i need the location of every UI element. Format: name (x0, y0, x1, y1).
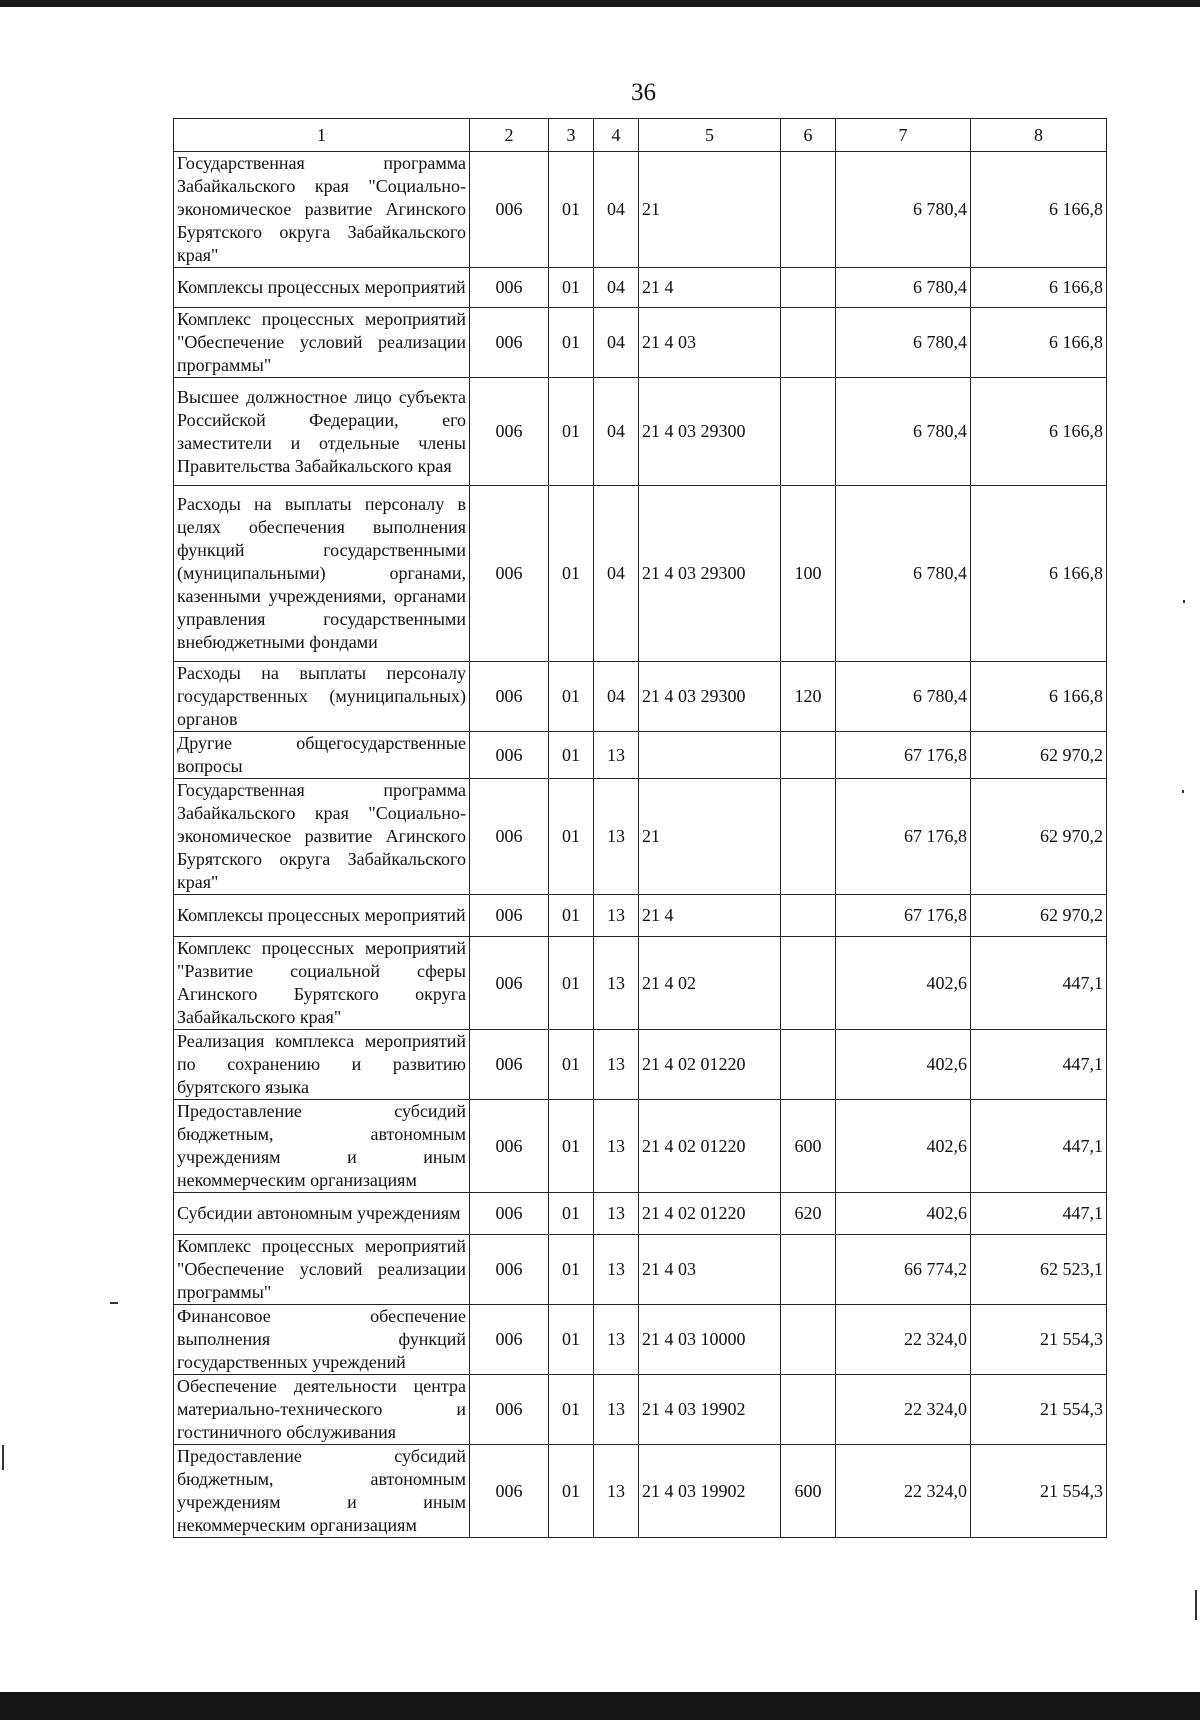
cell-col-5: 21 4 03 19902 (639, 1375, 781, 1445)
cell-col-6 (781, 895, 836, 937)
cell-col-7: 6 780,4 (836, 308, 971, 378)
cell-col-7: 402,6 (836, 1193, 971, 1235)
cell-col-7: 67 176,8 (836, 895, 971, 937)
column-header: 7 (836, 119, 971, 152)
cell-col-7: 6 780,4 (836, 662, 971, 732)
cell-col-2: 006 (470, 486, 549, 662)
cell-col-8: 62 970,2 (971, 732, 1107, 779)
cell-col-8: 62 970,2 (971, 779, 1107, 895)
cell-col-6 (781, 779, 836, 895)
cell-col-4: 13 (594, 1445, 639, 1538)
scan-speck (110, 1302, 118, 1304)
cell-col-7: 6 780,4 (836, 268, 971, 308)
cell-col-8: 6 166,8 (971, 662, 1107, 732)
cell-col-8: 6 166,8 (971, 486, 1107, 662)
row-name-cell: Субсидии автономным учреждениям (174, 1193, 470, 1235)
cell-col-8: 62 970,2 (971, 895, 1107, 937)
cell-col-5: 21 4 03 29300 (639, 486, 781, 662)
cell-col-2: 006 (470, 937, 549, 1030)
cell-col-8: 6 166,8 (971, 268, 1107, 308)
cell-col-3: 01 (549, 937, 594, 1030)
page-number: 36 (631, 79, 656, 106)
cell-col-3: 01 (549, 1030, 594, 1100)
table-row (174, 662, 1107, 732)
column-header: 6 (781, 119, 836, 152)
cell-col-3: 01 (549, 895, 594, 937)
table-row (174, 486, 1107, 662)
cell-col-8: 6 166,8 (971, 378, 1107, 486)
row-name-cell: Расходы на выплаты персоналу государственных (муниципальных) органов (174, 662, 470, 732)
cell-col-5: 21 (639, 779, 781, 895)
cell-col-5: 21 4 03 29300 (639, 662, 781, 732)
cell-col-8: 447,1 (971, 937, 1107, 1030)
cell-col-3: 01 (549, 1305, 594, 1375)
cell-col-4: 04 (594, 268, 639, 308)
row-name-cell: Комплексы процессных мероприятий (174, 268, 470, 308)
cell-col-3: 01 (549, 1445, 594, 1538)
cell-col-4: 04 (594, 662, 639, 732)
cell-col-7: 22 324,0 (836, 1445, 971, 1538)
cell-col-6: 600 (781, 1445, 836, 1538)
cell-col-4: 13 (594, 1030, 639, 1100)
scan-speck (1195, 1590, 1197, 1620)
row-name-cell: Государственная программа Забайкальского края "Социально-экономическое развитие Агинского Бурятского округа Забайкальского края" (174, 779, 470, 895)
cell-col-8: 447,1 (971, 1030, 1107, 1100)
cell-col-2: 006 (470, 1030, 549, 1100)
bottom-scan-border (0, 1692, 1200, 1720)
cell-col-5: 21 4 (639, 895, 781, 937)
cell-col-6 (781, 308, 836, 378)
cell-col-5: 21 4 02 01220 (639, 1030, 781, 1100)
cell-col-4: 04 (594, 308, 639, 378)
cell-col-7: 67 176,8 (836, 779, 971, 895)
cell-col-4: 04 (594, 378, 639, 486)
cell-col-8: 447,1 (971, 1100, 1107, 1193)
cell-col-3: 01 (549, 1375, 594, 1445)
row-name-cell: Государственная программа Забайкальского края "Социально-экономическое развитие Агинского Бурятского округа Забайкальского края" (174, 152, 470, 268)
cell-col-4: 04 (594, 152, 639, 268)
cell-col-6 (781, 378, 836, 486)
cell-col-6: 600 (781, 1100, 836, 1193)
column-header: 1 (174, 119, 470, 152)
table-row (174, 1030, 1107, 1100)
cell-col-2: 006 (470, 268, 549, 308)
cell-col-2: 006 (470, 732, 549, 779)
cell-col-4: 13 (594, 937, 639, 1030)
cell-col-7: 402,6 (836, 1030, 971, 1100)
table-row (174, 779, 1107, 895)
cell-col-6 (781, 1030, 836, 1100)
column-header: 2 (470, 119, 549, 152)
cell-col-6 (781, 1235, 836, 1305)
cell-col-6: 100 (781, 486, 836, 662)
scan-speck (1182, 790, 1184, 793)
cell-col-7: 66 774,2 (836, 1235, 971, 1305)
cell-col-3: 01 (549, 378, 594, 486)
cell-col-8: 62 523,1 (971, 1235, 1107, 1305)
cell-col-5: 21 4 03 29300 (639, 378, 781, 486)
table-row (174, 937, 1107, 1030)
row-name-cell: Комплекс процессных мероприятий "Обеспечение условий реализации программы" (174, 308, 470, 378)
cell-col-3: 01 (549, 662, 594, 732)
cell-col-8: 21 554,3 (971, 1445, 1107, 1538)
table-row (174, 1445, 1107, 1538)
row-name-cell: Комплекс процессных мероприятий "Развитие социальной сферы Агинского Бурятского округа Забайкальского края" (174, 937, 470, 1030)
cell-col-6: 620 (781, 1193, 836, 1235)
cell-col-6 (781, 732, 836, 779)
cell-col-2: 006 (470, 895, 549, 937)
table-row (174, 308, 1107, 378)
cell-col-2: 006 (470, 1375, 549, 1445)
cell-col-5 (639, 732, 781, 779)
cell-col-8: 21 554,3 (971, 1305, 1107, 1375)
row-name-cell: Финансовое обеспечение выполнения функций государственных учреждений (174, 1305, 470, 1375)
cell-col-2: 006 (470, 1305, 549, 1375)
cell-col-7: 6 780,4 (836, 486, 971, 662)
cell-col-3: 01 (549, 1235, 594, 1305)
cell-col-3: 01 (549, 779, 594, 895)
budget-table (173, 118, 1107, 1538)
column-header: 5 (639, 119, 781, 152)
cell-col-4: 04 (594, 486, 639, 662)
cell-col-5: 21 4 03 (639, 1235, 781, 1305)
cell-col-7: 6 780,4 (836, 378, 971, 486)
cell-col-6 (781, 937, 836, 1030)
cell-col-6 (781, 152, 836, 268)
table-row (174, 152, 1107, 268)
cell-col-7: 402,6 (836, 1100, 971, 1193)
cell-col-5: 21 4 03 19902 (639, 1445, 781, 1538)
cell-col-7: 402,6 (836, 937, 971, 1030)
column-header: 4 (594, 119, 639, 152)
cell-col-3: 01 (549, 1100, 594, 1193)
table-row (174, 1235, 1107, 1305)
cell-col-3: 01 (549, 268, 594, 308)
cell-col-8: 6 166,8 (971, 308, 1107, 378)
cell-col-4: 13 (594, 895, 639, 937)
cell-col-3: 01 (549, 152, 594, 268)
cell-col-7: 6 780,4 (836, 152, 971, 268)
cell-col-2: 006 (470, 378, 549, 486)
scan-speck (1183, 600, 1185, 603)
scan-speck (2, 1445, 4, 1470)
cell-col-5: 21 4 02 01220 (639, 1193, 781, 1235)
table-row (174, 1375, 1107, 1445)
cell-col-3: 01 (549, 732, 594, 779)
cell-col-5: 21 4 02 (639, 937, 781, 1030)
table-row (174, 895, 1107, 937)
cell-col-6 (781, 1305, 836, 1375)
table-row (174, 1305, 1107, 1375)
cell-col-4: 13 (594, 1375, 639, 1445)
cell-col-2: 006 (470, 1445, 549, 1538)
table-row (174, 268, 1107, 308)
cell-col-6 (781, 268, 836, 308)
cell-col-2: 006 (470, 1100, 549, 1193)
cell-col-4: 13 (594, 732, 639, 779)
cell-col-2: 006 (470, 779, 549, 895)
cell-col-2: 006 (470, 152, 549, 268)
column-header: 3 (549, 119, 594, 152)
table-row (174, 732, 1107, 779)
cell-col-3: 01 (549, 486, 594, 662)
table-row (174, 1193, 1107, 1235)
top-scan-border (0, 0, 1200, 7)
row-name-cell: Другие общегосударственные вопросы (174, 732, 470, 779)
cell-col-5: 21 4 (639, 268, 781, 308)
cell-col-7: 22 324,0 (836, 1375, 971, 1445)
cell-col-5: 21 4 03 10000 (639, 1305, 781, 1375)
row-name-cell: Высшее должностное лицо субъекта Российской Федерации, его заместители и отдельные члены Правительства Забайкальского края (174, 378, 470, 486)
row-name-cell: Предоставление субсидий бюджетным, автономным учреждениям и иным некоммерческим организациям (174, 1445, 470, 1538)
cell-col-5: 21 4 03 (639, 308, 781, 378)
cell-col-4: 13 (594, 1235, 639, 1305)
cell-col-5: 21 (639, 152, 781, 268)
cell-col-6: 120 (781, 662, 836, 732)
row-name-cell: Расходы на выплаты персоналу в целях обеспечения выполнения функций государственными (муниципальными) органами, казенными учреждениями, органами управления государственными внебюджетными фондами (174, 486, 470, 662)
cell-col-8: 21 554,3 (971, 1375, 1107, 1445)
cell-col-7: 22 324,0 (836, 1305, 971, 1375)
row-name-cell: Обеспечение деятельности центра материально-технического и гостиничного обслуживания (174, 1375, 470, 1445)
cell-col-8: 6 166,8 (971, 152, 1107, 268)
row-name-cell: Предоставление субсидий бюджетным, автономным учреждениям и иным некоммерческим организациям (174, 1100, 470, 1193)
cell-col-4: 13 (594, 1100, 639, 1193)
cell-col-2: 006 (470, 308, 549, 378)
cell-col-7: 67 176,8 (836, 732, 971, 779)
row-name-cell: Реализация комплекса мероприятий по сохранению и развитию бурятского языка (174, 1030, 470, 1100)
row-name-cell: Комплексы процессных мероприятий (174, 895, 470, 937)
cell-col-4: 13 (594, 779, 639, 895)
table-row (174, 1100, 1107, 1193)
header-row (174, 119, 1107, 152)
table-row (174, 378, 1107, 486)
cell-col-2: 006 (470, 1193, 549, 1235)
cell-col-3: 01 (549, 308, 594, 378)
cell-col-6 (781, 1375, 836, 1445)
cell-col-3: 01 (549, 1193, 594, 1235)
column-header: 8 (971, 119, 1107, 152)
cell-col-4: 13 (594, 1305, 639, 1375)
cell-col-4: 13 (594, 1193, 639, 1235)
cell-col-5: 21 4 02 01220 (639, 1100, 781, 1193)
cell-col-2: 006 (470, 662, 549, 732)
cell-col-2: 006 (470, 1235, 549, 1305)
cell-col-8: 447,1 (971, 1193, 1107, 1235)
row-name-cell: Комплекс процессных мероприятий "Обеспечение условий реализации программы" (174, 1235, 470, 1305)
